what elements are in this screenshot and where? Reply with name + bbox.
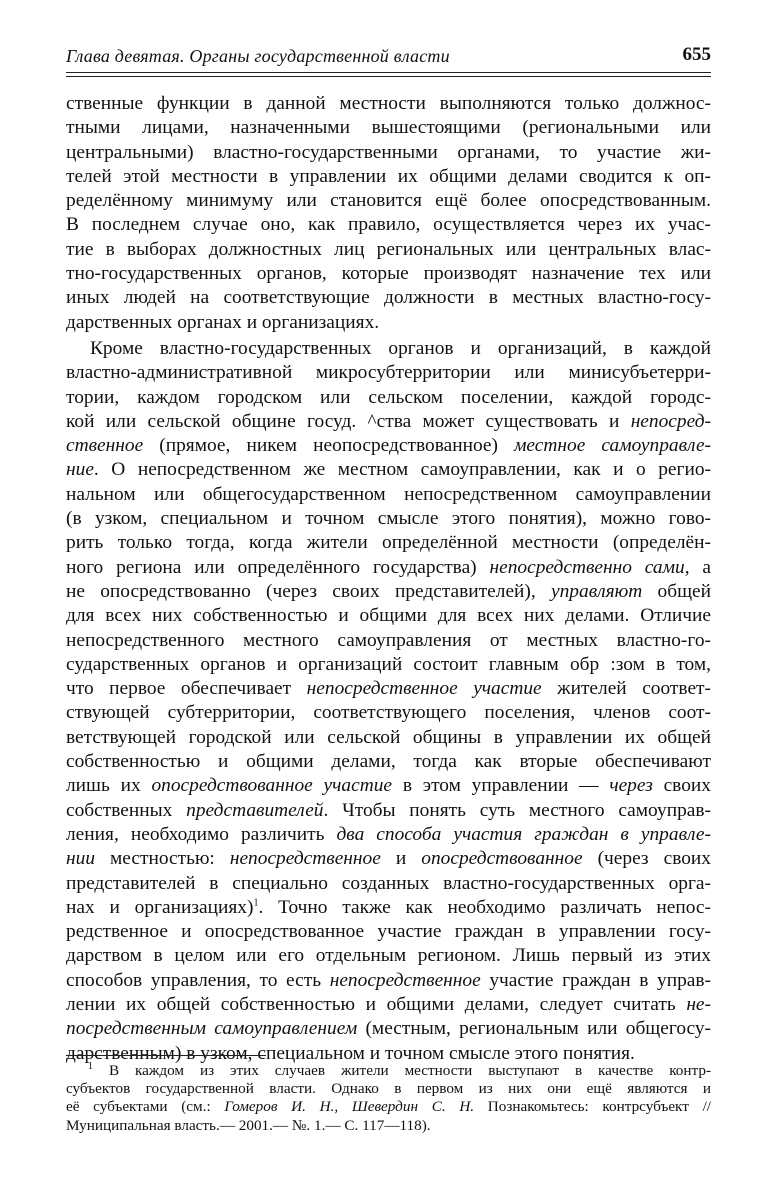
text-line: представителей в специально созданных властно-государственных орга- (66, 872, 711, 894)
page-number: 655 (682, 44, 711, 65)
text-line: дарственных органах и организациях. (66, 311, 380, 333)
text-line: телей этой местности в управлении их общими делами сводится к оп- (66, 165, 711, 187)
footnote-ref: 1 (253, 897, 259, 909)
text-line: тории, каждом городском или сельском поселении, каждой городс- (66, 386, 711, 408)
running-header (66, 46, 711, 70)
text-line: сударственных органов и организаций состоит главным обр :зом в том, (66, 653, 711, 675)
footnote-line: $^1$ В каждом из этих случаев жители местности выступают в качестве контр- (88, 1062, 711, 1079)
text-line: Кроме властно-государственных органов и организаций, в каждой (90, 337, 711, 359)
text-line: непосредственного местного самоуправления от местных властно-го- (66, 629, 711, 651)
text-line: ветствующей городской или сельской общины в управлении их общей (66, 726, 711, 748)
text-line: властно-административной микросубтерритории или минисубъетерри- (66, 362, 711, 384)
text-line: дарством в целом или его отдельным регионом. Лишь первый из этих (66, 945, 711, 967)
text-line: тно-государственных органов, которые производят назначение тех или (66, 263, 711, 285)
text-line: лении их общей собственностью и общими делами, следует считать не- (66, 993, 711, 1015)
text-line: редственное и опосредствованное участие граждан в управлении госу- (66, 921, 711, 943)
text-line: нах и организациях)$^1$. Точно также как необходимо различать непос- (66, 896, 711, 918)
running-title: Глава девятая. Органы государственной власти (66, 46, 450, 66)
text-line: тными лицами, назначенными вышестоящими (региональными или (66, 117, 711, 139)
text-line: дарственным) в узком, специальном и точном смысле этого понятия. (66, 1042, 635, 1064)
main-text (66, 92, 711, 1066)
text-line: тие в выборах должностных лиц региональных или центральных влас- (66, 238, 711, 260)
text-line: В последнем случае оно, как правило, осуществляется через их учас- (66, 214, 711, 236)
text-line: кой или сельской общине госуд. ^ства может существовать и непосред- (66, 410, 711, 432)
footnote (66, 1062, 711, 1135)
text-line: что первое обеспечивает непосредственное участие жителей соответ- (66, 678, 711, 700)
text-line: способов управления, то есть непосредственное участие граждан в управ- (66, 969, 711, 991)
text-line: нии местностью: непосредственное и опосредствованное (через своих (66, 848, 711, 870)
text-line: ного региона или определённого государства) непосредственно сами, а (66, 556, 711, 578)
text-line: центральными) властно-государственными органами, то участие жи- (66, 141, 711, 163)
text-line: собственностью и общими делами, тогда как вторые обеспечивают (66, 751, 711, 773)
footnote-rule (66, 1055, 266, 1056)
text-line: собственных представителей. Чтобы понять суть местного самоуправ- (66, 799, 711, 821)
text-line: ределённому минимуму или становится ещё более опосредствованным. (66, 190, 711, 212)
text-line: ние. О непосредственном же местном самоуправлении, как и о регио- (66, 459, 711, 481)
header-rule-bottom (66, 76, 711, 77)
text-line: посредственным самоуправлением (местным, региональным или общегосу- (66, 1018, 711, 1040)
text-line: иных людей на соответствующие должности в местных властно-госу- (66, 287, 711, 309)
footnote-line: субъектов государственной власти. Однако в первом из них они ещё являются и (66, 1080, 711, 1098)
text-line: нальном или общегосударственном непосредственном самоуправлении (66, 483, 711, 505)
text-line: ственные функции в данной местности выполняются только должнос- (66, 93, 711, 114)
text-line: для всех них собственностью и общими для всех них делами. Отличие (66, 605, 711, 627)
text-line: не опосредствованно (через своих представителей), управляют общей (66, 580, 711, 602)
footnote-line: её субъектами (см.: Гомеров И. Н., Шевердин С. Н. Познакомьтесь: контрсубъект // (66, 1098, 711, 1116)
text-line: ственное (прямое, никем неопосредствованное) местное самоуправле- (66, 435, 711, 457)
footnote-line: Муниципальная власть.— 2001.— №. 1.— С. 117—118). (66, 1116, 431, 1134)
text-line: (в узком, специальном и точном смысле этого понятия), можно гово- (66, 508, 711, 530)
text-line: лишь их опосредствованное участие в этом управлении — через своих (66, 775, 711, 797)
text-line: ствующей субтерритории, соответствующего поселения, членов соот- (66, 702, 711, 724)
text-line: рить только тогда, когда жители определённой местности (определён- (66, 532, 711, 554)
text-line: ления, необходимо различить два способа участия граждан в управле- (66, 823, 711, 845)
footnote-marker: 1 (88, 1062, 93, 1072)
header-rule-top (66, 72, 711, 73)
